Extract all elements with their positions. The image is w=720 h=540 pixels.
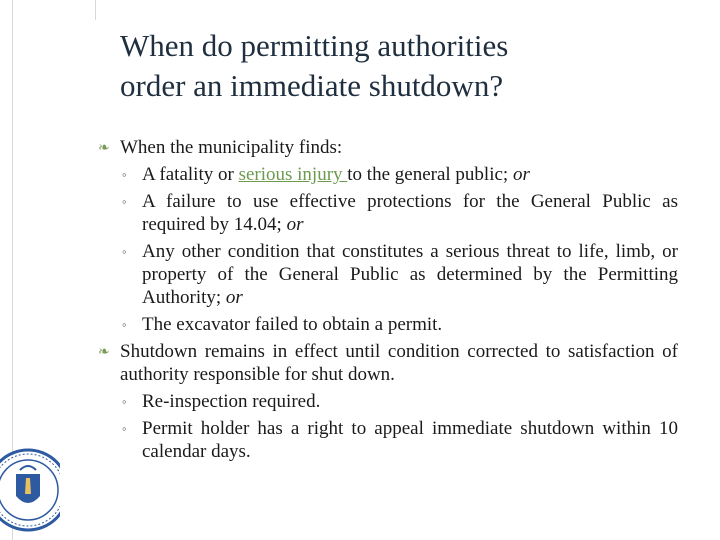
sub-bullet-text: The excavator failed to obtain a permit. bbox=[142, 314, 443, 335]
sub-bullet-other-condition bbox=[98, 240, 678, 309]
bullet-text: When the municipality finds: bbox=[120, 137, 343, 158]
circle-bullet-icon: ◦ bbox=[122, 317, 127, 332]
serious-injury-link[interactable]: serious injury bbox=[238, 164, 348, 185]
massachusetts-seal-icon bbox=[0, 440, 60, 540]
sub-bullet-no-permit bbox=[98, 313, 678, 336]
leaf-bullet-icon: ❧ bbox=[98, 345, 110, 360]
sub-bullet-text: Any other condition that constitutes a serious threat to life, limb, or property of the General Public as determined by the Permitting Authority; bbox=[142, 241, 678, 308]
circle-bullet-icon: ◦ bbox=[122, 194, 127, 209]
circle-bullet-icon: ◦ bbox=[122, 421, 127, 436]
sub-bullet-appeal bbox=[98, 417, 678, 463]
title-line-1: When do permitting authorities bbox=[120, 28, 509, 63]
sub-bullet-text: A failure to use effective protections for the General Public as required by 14.04; bbox=[142, 191, 678, 235]
sub-bullet-or: or bbox=[286, 214, 304, 235]
slide-title bbox=[120, 26, 680, 106]
sub-bullet-reinspection bbox=[98, 390, 678, 413]
bullet-municipality-finds bbox=[98, 136, 678, 159]
sub-bullet-fatality bbox=[98, 163, 678, 186]
circle-bullet-icon: ◦ bbox=[122, 244, 127, 259]
bullet-shutdown-remains bbox=[98, 340, 678, 386]
sub-bullet-text: A fatality or bbox=[142, 164, 239, 185]
sub-bullet-failure bbox=[98, 190, 678, 236]
leaf-bullet-icon: ❧ bbox=[98, 141, 110, 156]
circle-bullet-icon: ◦ bbox=[122, 394, 127, 409]
sub-bullet-or: or bbox=[512, 164, 530, 185]
frame-line-top bbox=[95, 0, 96, 20]
slide-content bbox=[98, 136, 678, 467]
sub-bullet-text-after: to the general public; bbox=[347, 164, 513, 185]
title-line-2: order an immediate shutdown? bbox=[120, 68, 504, 103]
circle-bullet-icon: ◦ bbox=[122, 167, 127, 182]
sub-bullet-text: Re-inspection required. bbox=[142, 391, 321, 412]
sub-bullet-text: Permit holder has a right to appeal immediate shutdown within 10 calendar days. bbox=[142, 418, 678, 462]
sub-bullet-or: or bbox=[225, 287, 243, 308]
bullet-text: Shutdown remains in effect until condition corrected to satisfaction of authority responsible for shut down. bbox=[120, 341, 678, 385]
